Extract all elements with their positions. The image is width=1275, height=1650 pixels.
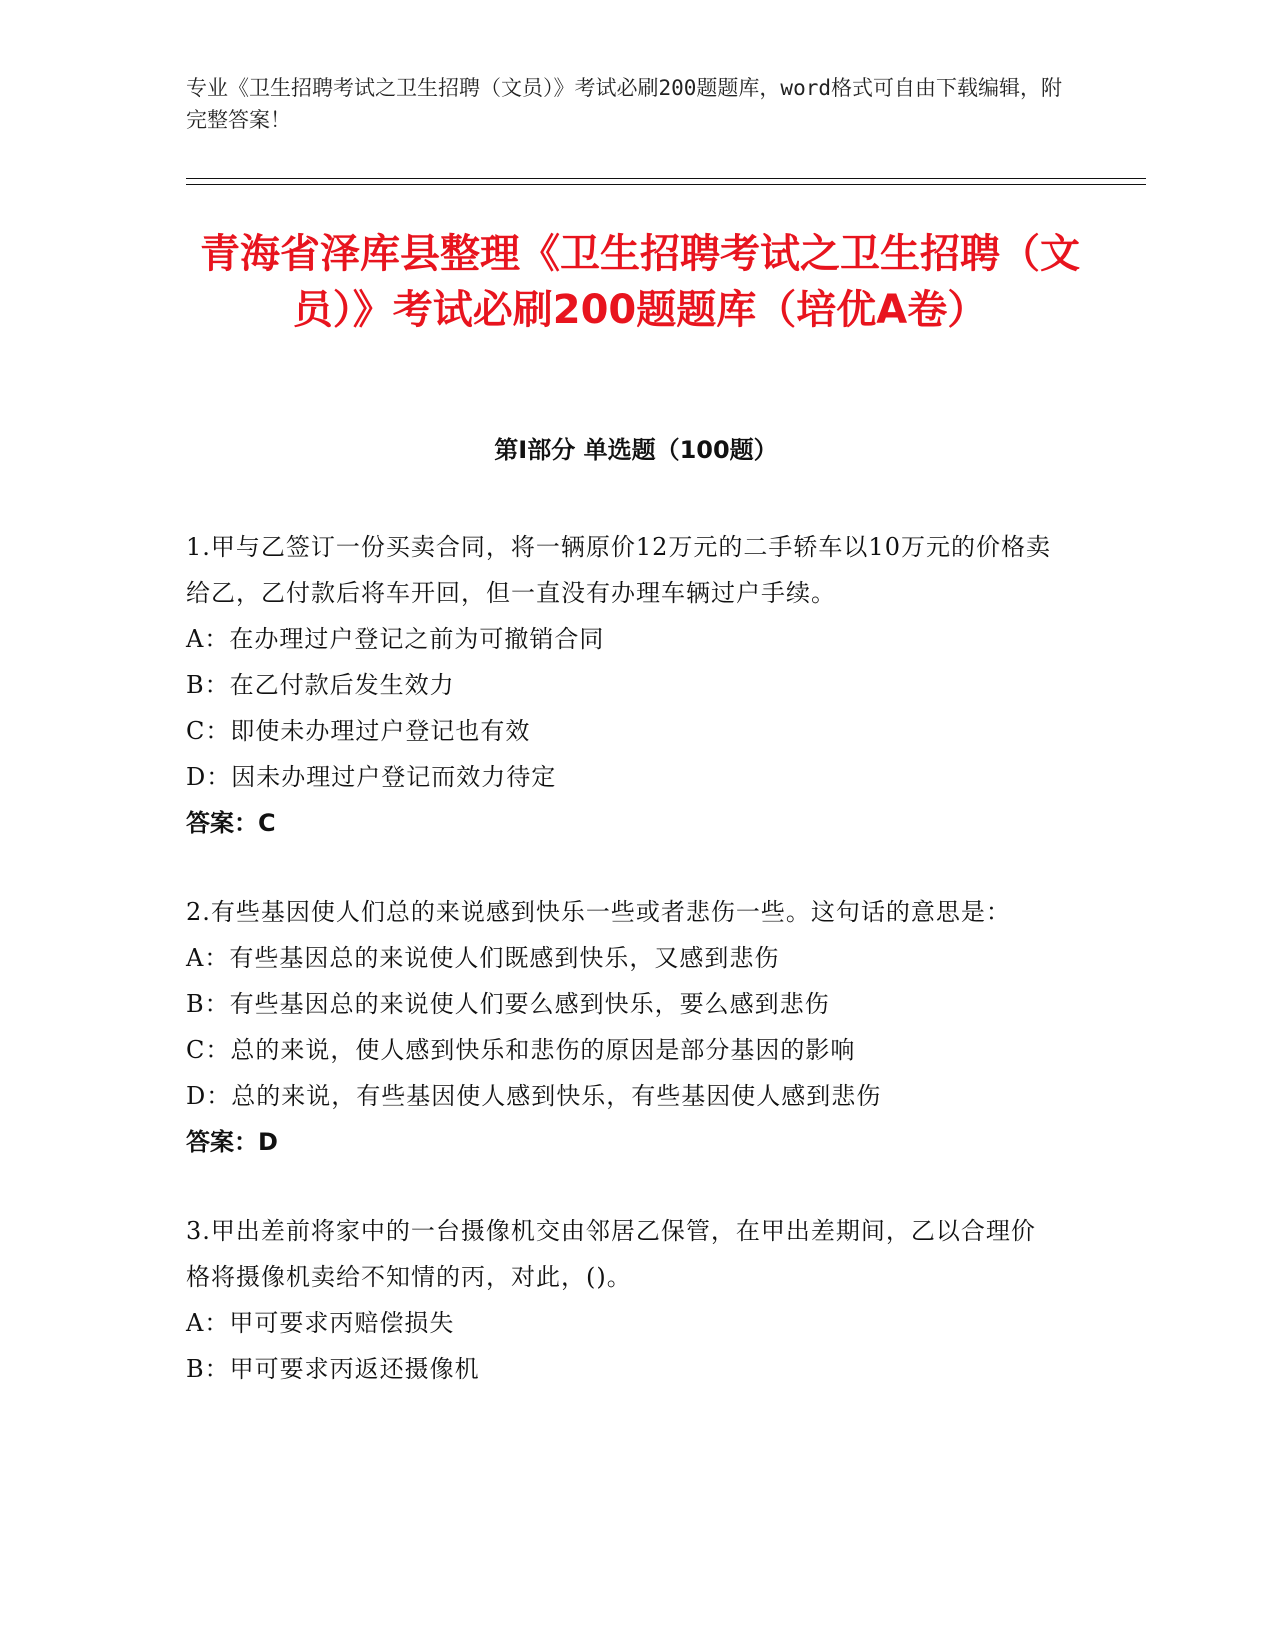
question-3	[186, 1208, 1056, 1392]
question-2	[186, 889, 1056, 1165]
answer: 答案：D	[186, 1128, 278, 1156]
header-note: 专业《卫生招聘考试之卫生招聘（文员）》考试必刷200题题库，word格式可自由下载编辑，附完整答案！	[186, 76, 1062, 132]
option-b: B：有些基因总的来说使人们要么感到快乐，要么感到悲伤	[186, 990, 830, 1018]
question-stem: 3.甲出差前将家中的一台摄像机交由邻居乙保管，在甲出差期间，乙以合理价格将摄像机卖给不知情的丙，对此，()。	[186, 1217, 1036, 1291]
option-c: C：总的来说，使人感到快乐和悲伤的原因是部分基因的影响	[186, 1036, 856, 1064]
option-d: D：因未办理过户登记而效力待定	[186, 763, 557, 791]
option-a: A：有些基因总的来说使人们既感到快乐，又感到悲伤	[186, 944, 780, 972]
header-rule-top	[186, 178, 1146, 179]
option-a: A：在办理过户登记之前为可撤销合同	[186, 625, 605, 653]
option-b: B：在乙付款后发生效力	[186, 671, 455, 699]
question-list	[186, 524, 1056, 1435]
option-a: A：甲可要求丙赔偿损失	[186, 1309, 455, 1337]
question-1	[186, 524, 1056, 846]
option-c: C：即使未办理过户登记也有效	[186, 717, 531, 745]
answer: 答案：C	[186, 809, 276, 837]
question-stem: 1.甲与乙签订一份买卖合同，将一辆原价12万元的二手轿车以10万元的价格卖给乙，乙付款后将车开回，但一直没有办理车辆过户手续。	[186, 533, 1051, 607]
document-title: 青海省泽库县整理《卫生招聘考试之卫生招聘（文员）》考试必刷200题题库（培优A卷）	[200, 231, 1080, 333]
option-b: B：甲可要求丙返还摄像机	[186, 1355, 480, 1383]
section-title: 第I部分 单选题（100题）	[494, 436, 778, 464]
header-rule-bottom	[186, 184, 1146, 185]
question-stem: 2.有些基因使人们总的来说感到快乐一些或者悲伤一些。这句话的意思是：	[186, 898, 1011, 926]
option-d: D：总的来说，有些基因使人感到快乐，有些基因使人感到悲伤	[186, 1082, 882, 1110]
